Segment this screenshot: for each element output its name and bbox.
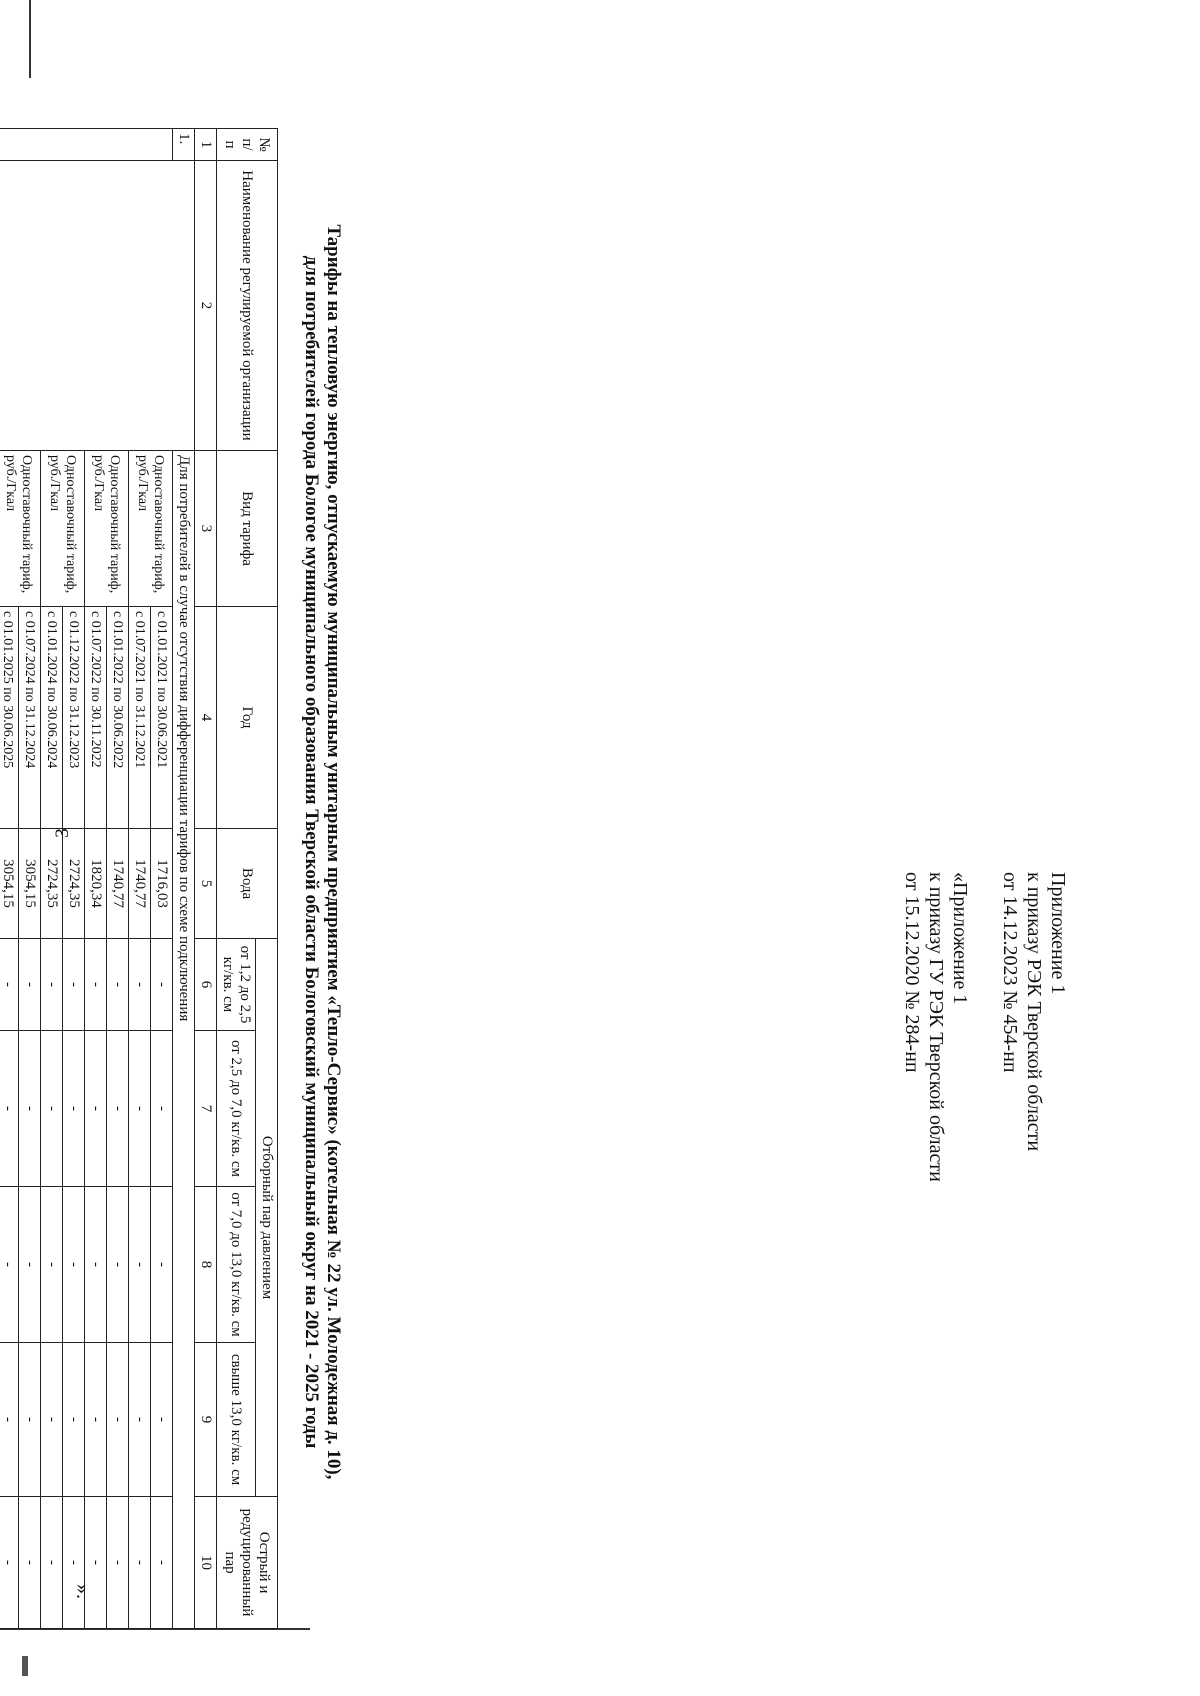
page-number: 3 xyxy=(51,828,73,838)
dash-cell: - xyxy=(107,1187,129,1343)
dash-cell: - xyxy=(41,1343,63,1497)
column-number: 6 xyxy=(195,939,217,1031)
period: с 01.01.2022 по 30.06.2022 xyxy=(107,607,129,829)
dash-cell: - xyxy=(0,939,19,1031)
column-number: 5 xyxy=(195,829,217,939)
header-row xyxy=(256,129,278,1629)
period: с 01.12.2022 по 31.12.2023 xyxy=(63,607,85,829)
th-pressure-p2: от 2,5 до 7,0 кг/кв. см xyxy=(217,1031,256,1187)
period: с 01.01.2021 по 30.06.2021 xyxy=(151,607,173,829)
column-number: 8 xyxy=(195,1187,217,1343)
dash-cell: - xyxy=(85,1187,107,1343)
title-line: для потребителей города Бологое муниципального образования Тверской области Бологовский муниципальный округ на 2021 - 2025 годы xyxy=(301,255,322,1449)
period: с 01.01.2024 по 30.06.2024 xyxy=(41,607,63,829)
header-line: Приложение 1 xyxy=(1047,872,1069,995)
header-line: к приказу РЭК Тверской области xyxy=(1023,872,1045,1152)
empty-num-cell xyxy=(0,129,173,161)
dash-cell: - xyxy=(63,1187,85,1343)
water-tariff: 1716,03 xyxy=(151,829,173,939)
th-year: Год xyxy=(217,607,278,829)
column-number: 7 xyxy=(195,1031,217,1187)
th-sharp-steam: Острый и редуцированный пар xyxy=(217,1497,278,1629)
dash-cell: - xyxy=(85,1497,107,1629)
dash-cell: - xyxy=(151,1031,173,1187)
period: с 01.07.2022 по 30.11.2022 xyxy=(85,607,107,829)
th-pressure-p1: от 1,2 до 2,5 кг/кв. см xyxy=(217,939,256,1031)
title-line: Тарифы на тепловую энергию, отпускаемую муниципальным унитарным предприятием «Тепло-Сервис» (котельная № 22 ул. Молодежная д. 10), xyxy=(323,224,344,1480)
closing-quote: ». xyxy=(72,1584,94,1599)
th-num: № п/ п xyxy=(217,129,278,161)
column-number: 2 xyxy=(195,161,217,451)
dash-cell: - xyxy=(19,1031,41,1187)
water-tariff: 2724,35 xyxy=(41,829,63,939)
th-pressure-p4: свыше 13,0 кг/кв. см xyxy=(217,1343,256,1497)
dash-cell: - xyxy=(0,1031,19,1187)
dash-cell: - xyxy=(129,1343,151,1497)
dash-cell: - xyxy=(151,1497,173,1629)
dash-cell: - xyxy=(151,1187,173,1343)
th-water: Вода xyxy=(217,829,278,939)
dash-cell: - xyxy=(63,1031,85,1187)
column-number-row xyxy=(195,129,217,1629)
dash-cell: - xyxy=(0,1187,19,1343)
binding-mark xyxy=(22,1656,28,1676)
water-tariff: 3054,15 xyxy=(19,829,41,939)
org-name xyxy=(0,161,195,451)
water-tariff: 2724,35 xyxy=(63,829,85,939)
column-number: 4 xyxy=(195,607,217,829)
dash-cell: - xyxy=(63,1497,85,1629)
tariff-table xyxy=(0,128,278,1629)
column-number: 9 xyxy=(195,1343,217,1497)
th-steam-group: Отборный пар давлением xyxy=(256,939,278,1497)
dash-cell: - xyxy=(85,1031,107,1187)
dash-cell: - xyxy=(85,939,107,1031)
column-number: 3 xyxy=(195,451,217,607)
tariff-type: Одноставочный тариф, руб./Гкал xyxy=(129,451,173,607)
dash-cell: - xyxy=(85,1343,107,1497)
dash-cell: - xyxy=(107,939,129,1031)
tariff-type: Одноставочный тариф, руб./Гкал xyxy=(41,451,85,607)
dash-cell: - xyxy=(19,939,41,1031)
dash-cell: - xyxy=(129,1187,151,1343)
dash-cell: - xyxy=(63,1343,85,1497)
header-line: от 15.12.2020 № 284-нп xyxy=(901,872,923,1073)
dash-cell: - xyxy=(41,1031,63,1187)
header-line: к приказу ГУ РЭК Тверской области xyxy=(925,872,947,1182)
period: с 01.01.2025 по 30.06.2025 xyxy=(0,607,19,829)
dash-cell: - xyxy=(129,1031,151,1187)
water-tariff: 1820,34 xyxy=(85,829,107,939)
dash-cell: - xyxy=(129,1497,151,1629)
dash-cell: - xyxy=(63,939,85,1031)
dash-cell: - xyxy=(0,1343,19,1497)
dash-cell: - xyxy=(41,1187,63,1343)
dash-cell: - xyxy=(41,1497,63,1629)
rotated-sheet xyxy=(0,32,1144,1672)
column-number: 10 xyxy=(195,1497,217,1629)
period: с 01.07.2024 по 31.12.2024 xyxy=(19,607,41,829)
appendix-header xyxy=(900,872,1070,1432)
tariff-type: Одноставочный тариф, руб./Гкал xyxy=(0,451,41,607)
dash-cell: - xyxy=(19,1343,41,1497)
tariff-type: Одноставочный тариф, руб./Гкал xyxy=(85,451,129,607)
document-title xyxy=(300,32,344,1672)
group-row xyxy=(173,129,195,1629)
period: с 01.07.2021 по 31.12.2021 xyxy=(129,607,151,829)
dash-cell: - xyxy=(151,939,173,1031)
dash-cell: - xyxy=(151,1343,173,1497)
dash-cell: - xyxy=(19,1187,41,1343)
dash-cell: - xyxy=(19,1497,41,1629)
th-type: Вид тарифа xyxy=(217,451,278,607)
dash-cell: - xyxy=(107,1497,129,1629)
dash-cell: - xyxy=(107,1343,129,1497)
header-line: «Приложение 1 xyxy=(949,872,971,1005)
margin-line xyxy=(29,0,31,78)
water-tariff: 1740,77 xyxy=(129,829,151,939)
dash-cell: - xyxy=(129,939,151,1031)
dash-cell: - xyxy=(41,939,63,1031)
group-number: 1. xyxy=(173,129,195,161)
header-line: от 14.12.2023 № 454-нп xyxy=(999,872,1021,1073)
group-label: Для потребителей в случае отсутствия дифференциации тарифов по схеме подключения xyxy=(173,451,195,1629)
th-pressure-p3: от 7,0 до 13,0 кг/кв. см xyxy=(217,1187,256,1343)
dash-cell: - xyxy=(107,1031,129,1187)
th-org: Наименование регулируемой организации xyxy=(217,161,278,451)
water-tariff: 1740,77 xyxy=(107,829,129,939)
dash-cell: - xyxy=(0,1497,19,1629)
column-number: 1 xyxy=(195,129,217,161)
water-tariff: 3054,15 xyxy=(0,829,19,939)
